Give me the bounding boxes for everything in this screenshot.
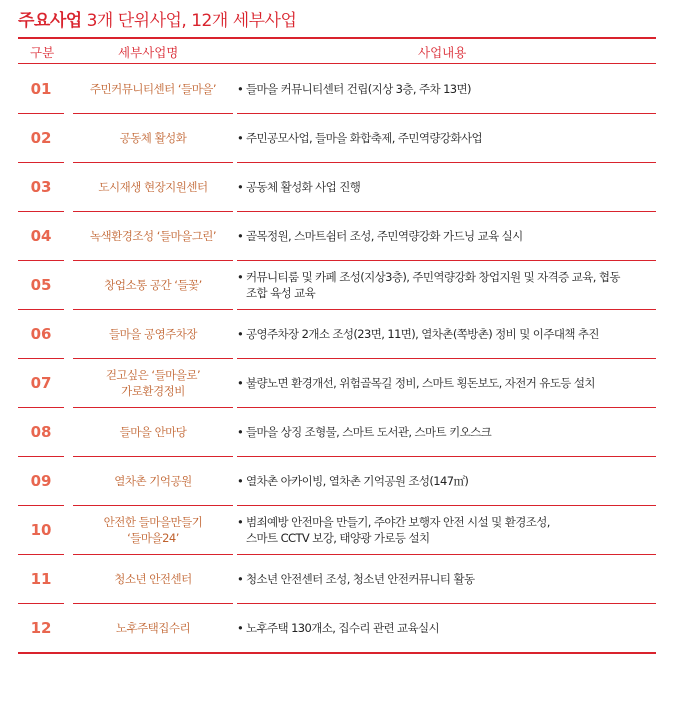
project-name	[73, 81, 233, 97]
bullet-icon: •	[237, 228, 244, 243]
table-row	[18, 456, 656, 505]
project-name-line: 노후주택집수리	[115, 620, 191, 635]
project-name-line: 안전한 들마을만들기	[103, 514, 203, 529]
description-line: 열차촌 아카이빙, 열차촌 기억공원 조성(147㎡)	[246, 473, 469, 488]
project-name-line: 창업소통 공간 ‘들꽃’	[104, 277, 202, 292]
page-title	[18, 6, 296, 31]
project-description	[237, 81, 652, 97]
row-number: 09	[30, 471, 52, 490]
project-name-line: 공동체 활성화	[119, 130, 187, 145]
description-line: 노후주택 130개소, 집수리 관련 교육실시	[246, 620, 440, 635]
description-line: 공영주차장 2개소 조성(23면, 11면), 열차촌(쪽방촌) 정비 및 이주대책 추진	[246, 326, 599, 341]
project-description	[237, 514, 652, 546]
table-row	[18, 603, 656, 652]
description-line: 주민공모사업, 들마을 화합축제, 주민역량강화사업	[246, 130, 482, 145]
project-description	[237, 130, 652, 146]
project-name	[73, 424, 233, 440]
project-name	[73, 514, 233, 546]
row-number: 03	[30, 177, 52, 196]
table-header	[18, 39, 656, 63]
row-number: 07	[30, 373, 52, 392]
project-name-line: 주민커뮤니티센터 ‘들마을’	[89, 81, 217, 96]
project-name-line: 녹색환경조성 ‘들마을그린’	[89, 228, 217, 243]
row-number: 08	[30, 422, 52, 441]
bullet-icon: •	[237, 326, 244, 341]
description-line: 골목정원, 스마트쉼터 조성, 주민역량강화 가드닝 교육 실시	[246, 228, 523, 243]
bullet-icon: •	[237, 179, 244, 194]
bullet-icon: •	[237, 130, 244, 145]
table-row	[18, 260, 656, 309]
bullet-icon: •	[237, 375, 244, 390]
project-description	[237, 228, 652, 244]
table-bottom-rule	[18, 652, 656, 654]
bullet-icon: •	[237, 473, 244, 488]
row-number: 12	[30, 618, 52, 637]
description-line: 공동체 활성화 사업 진행	[246, 179, 361, 194]
table-row	[18, 358, 656, 407]
project-description	[237, 620, 652, 636]
project-description	[237, 179, 652, 195]
row-number: 06	[30, 324, 52, 343]
project-name-line: 도시재생 현장지원센터	[98, 179, 208, 194]
description-line: 범죄예방 안전마을 만들기, 주야간 보행자 안전 시설 및 환경조성,	[246, 514, 550, 529]
project-description	[237, 571, 652, 587]
project-description	[237, 326, 652, 342]
project-name	[73, 326, 233, 342]
title-subtitle: 3개 단위사업, 12개 세부사업	[81, 11, 297, 31]
project-name	[73, 571, 233, 587]
table-row	[18, 309, 656, 358]
project-description	[237, 269, 652, 301]
project-name	[73, 367, 233, 399]
bullet-icon: •	[237, 81, 244, 96]
description-line: 커뮤니티룸 및 카페 조성(지상3층), 주민역량강화 창업지원 및 자격증 교육, 협동	[246, 269, 620, 284]
row-number: 11	[30, 569, 52, 588]
bullet-icon: •	[237, 424, 244, 439]
project-description	[237, 473, 652, 489]
description-line: 들마을 상징 조형물, 스마트 도서관, 스마트 키오스크	[246, 424, 492, 439]
title-emphasis: 주요사업	[18, 11, 82, 31]
table-row	[18, 407, 656, 456]
bullet-icon: •	[237, 514, 244, 529]
project-description	[237, 424, 652, 440]
project-name	[73, 473, 233, 489]
bullet-icon: •	[237, 620, 244, 635]
project-name	[73, 228, 233, 244]
description-line: 조합 육성 교육	[246, 285, 316, 300]
description-line: 들마을 커뮤니티센터 건립(지상 3층, 주차 13면)	[246, 81, 471, 96]
bullet-icon: •	[237, 269, 244, 284]
table-row	[18, 211, 656, 260]
header-name: 세부사업명	[118, 45, 179, 60]
table-row	[18, 505, 656, 554]
table-row	[18, 554, 656, 603]
table-row	[18, 162, 656, 211]
row-number: 01	[30, 79, 52, 98]
table-row	[18, 64, 656, 113]
project-description	[237, 375, 652, 391]
header-no: 구분	[30, 45, 55, 60]
description-line: 청소년 안전센터 조성, 청소년 안전커뮤니티 활동	[246, 571, 475, 586]
project-name-line: 청소년 안전센터	[114, 571, 192, 586]
project-name-line: ‘들마을24’	[127, 530, 179, 545]
row-number: 04	[30, 226, 52, 245]
project-name	[73, 620, 233, 636]
project-name	[73, 130, 233, 146]
project-name	[73, 277, 233, 293]
project-name-line: 들마을 공영주차장	[108, 326, 198, 341]
row-number: 05	[30, 275, 52, 294]
project-name-line: 걷고싶은 ‘들마을로’	[105, 367, 201, 382]
project-name-line: 열차촌 기억공원	[114, 473, 192, 488]
description-line: 불량노면 환경개선, 위험골목길 정비, 스마트 횡돈보도, 자전거 유도등 설치	[246, 375, 595, 390]
project-name-line: 들마을 안마당	[119, 424, 187, 439]
header-desc: 사업내용	[418, 45, 467, 60]
project-name	[73, 179, 233, 195]
project-name-line: 가로환경정비	[121, 383, 185, 398]
row-number: 10	[30, 520, 52, 539]
bullet-icon: •	[237, 571, 244, 586]
table-row	[18, 113, 656, 162]
description-line: 스마트 CCTV 보강, 태양광 가로등 설치	[246, 530, 430, 545]
row-number: 02	[30, 128, 52, 147]
